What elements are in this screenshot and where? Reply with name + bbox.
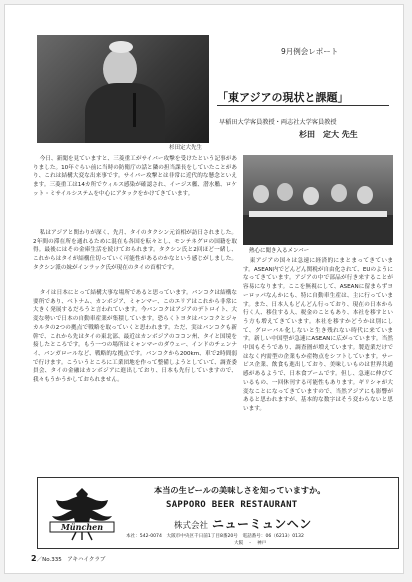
document-page (4, 4, 404, 574)
emblem-text: München (60, 522, 104, 532)
ad-company (174, 515, 312, 532)
speaker-photo-caption: 杉田定大先生 (169, 145, 203, 151)
title-underline (217, 105, 389, 106)
members-photo-caption: 熱心に聞き入るメンバー (249, 248, 310, 254)
ad-company-prefix: 株式会社 (174, 521, 209, 531)
ad-tagline: 本当の生ビールの美味しさを知っていますか。 (154, 485, 326, 495)
page-footer (31, 554, 105, 563)
speaker-name: 杉田 定大 先生 (299, 129, 358, 139)
ad-branches: 大阪 ・ 神戸 (234, 541, 267, 546)
left-column-paragraph-3: タイは日本にとって結構大事な場所であると思っています。バンコクは結構な要所であり、ベトナム、カンボジア、ミャンマー、このエリアはこれから非常に大きく発展するだろうと言われています。今バンコクはアジアのデトロイト、大変な勢いで日本の自動車産業が集積しています。恐らくトヨタはバンコクとジャカルタの2つの拠点で戦略を取っていくと思われます。ただ、実はバンコクも新幹で、これから先はタイの東北部、最近はカンボジアのココン州、タイと国境を接したところです。もう一つの場所はミャンマーのダウェー、インドのチェンナイ、バンガロールなど、戦略的な拠点です。バンコクから200km、車で2時間弱で行けます。こういうところに工業団地を作って整備しようとしていて、調査委員会、タイの金融はカンボジアに進出しており、日本も先行していますので、我々もうかうかしておられません。 (33, 290, 237, 384)
right-column-paragraph-1: 東アジアの国々は急速に経済的にまとまってきています。ASEAN内でどんどん関税が自由化されて、EUのようになってきています。アジアの中で部品が行き来することが容易になります。ここを無視にして、ASEANに留まらずヨーロッパなんかにも、特に自動車生産は、主に行っています。また、日本人もどんどん行っており、現在の日本から行く人、移住する人、税金のこともあり、本社を移すという方も増えてきています。本社を移すかどうかは別にして、グローバル化しないと生き残れない時代に来ています。新しい中国型が急速にASEANに広がっています。当然中国もそうであり、調査圏が増えています。製造業だけではなく内需型の企業もか産物点をシフトしています。サービス企業、飲食も進出しており、美味しいものは世界共通感があるようで、日本食ブームです。但し、急速に伸びているもの、一回休刊する可能性もあります。ギリシャが大変なことになってきていますので、当然アジアにも影響があると思われますが、基本的な数字はそう変わらないと思います。 (243, 258, 393, 412)
advertisement (37, 477, 399, 549)
page-number: 2 (31, 554, 37, 563)
members-photo (243, 155, 393, 245)
ad-restaurant-name: SAPPORO BEER RESTAURANT (166, 500, 298, 510)
left-column-paragraph-1: 今日、新聞を見ていますと、三菱重工がサイバー攻撃を受けたという記事がありました。10年ぐらい前に当時の防衛庁の話と隣の担当課長をしていたことがあり、これは結構大変な出来事です。サイバー攻撃とは非常に近代的な懸念といえます。三菱重工は14カ所でウィルス感染が確認され、イージス艦、潜水艦、ロケット・ミサイルシステムを中心にアタックをかけてきています。 (33, 156, 237, 197)
munchen-eagle-emblem (42, 482, 122, 544)
report-label: 9月例会レポート (281, 47, 339, 56)
ad-address: 本社：542-0074 大阪市中央区千日前1丁目8番20号 電話番号：06（6213）0132 (126, 534, 304, 539)
issue-label: ／No.335 アキハイクラブ (36, 557, 106, 563)
article-title: 「東アジアの現状と課題」 (217, 91, 349, 104)
speaker-affiliation: 早稲田大学客員教授・両志社大学客員教授 (219, 119, 337, 126)
left-column-paragraph-2: 私はアジアと関わりが深く、先月、タイのタクシン元首相が訪日されました。2年間の滞在所を通れるために混在も各国を転々とし、モンテネグロの国籍を取得。最後にはその金庫生活を続けておられます。タクシン氏と2回ほど一緒し、これからはタイが結構仕切っていく可能性があるのかなという感じがしました。タクシン派の妹がインラック氏が現在のタイの首相です。 (33, 230, 237, 271)
ad-company-name: ニューミュンヘン (212, 517, 312, 531)
speaker-photo (37, 35, 209, 143)
